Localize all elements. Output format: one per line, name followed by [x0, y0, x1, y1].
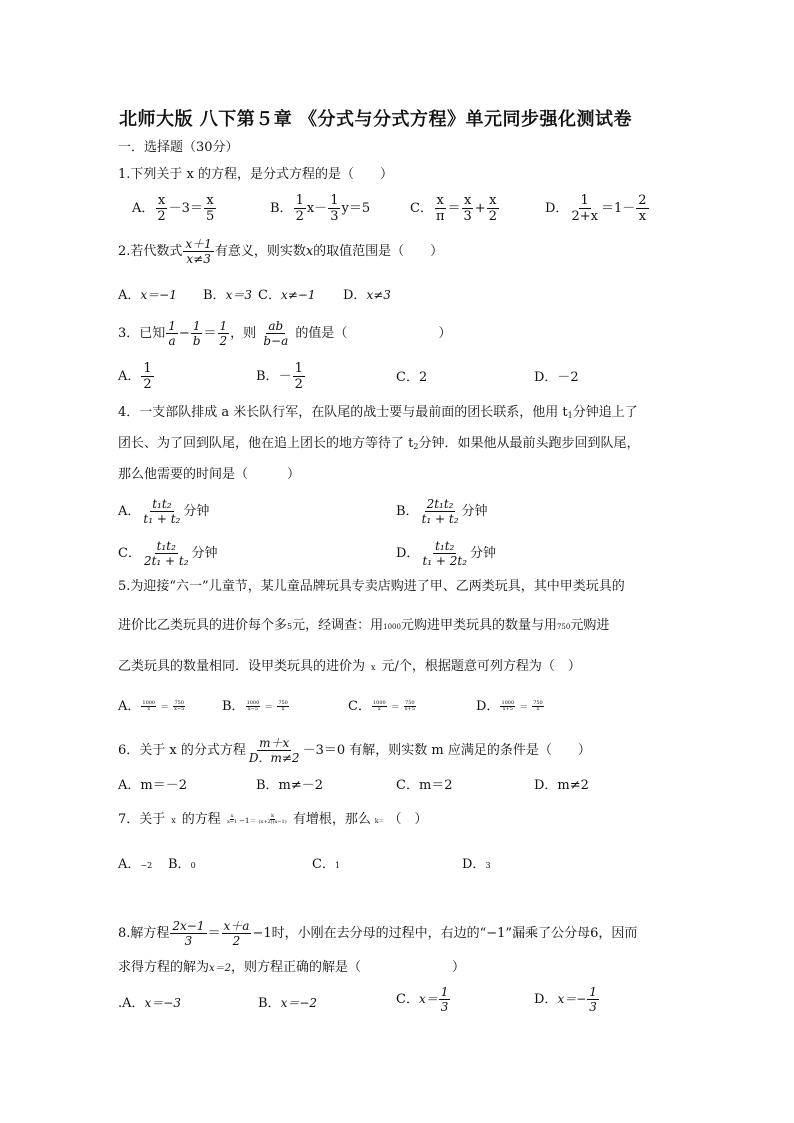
question-6-option-c[interactable]: C．m＝2	[396, 778, 453, 793]
stem-text: 求得方程的解为	[118, 960, 210, 975]
stem-text: 元，经调查：用	[292, 618, 384, 633]
denominator: D．m≠2	[248, 751, 300, 765]
numerator: 750	[533, 700, 543, 706]
denominator: x+5	[404, 706, 415, 712]
stem-text: ＝	[207, 926, 221, 941]
numerator: 2x−1	[172, 919, 205, 933]
option-label: B．	[270, 201, 293, 216]
denominator: x	[536, 706, 540, 712]
denominator: x≠3	[186, 252, 211, 266]
question-4-line-2	[118, 436, 639, 455]
stem-text: 分钟追上了	[572, 405, 638, 420]
question-7-option-a[interactable]	[118, 857, 152, 874]
denominator: 3	[184, 934, 193, 948]
option-label: A．	[118, 504, 141, 519]
numerator: x	[463, 193, 472, 208]
stem-text: 的方程	[181, 812, 221, 827]
numerator: 2t₁t₂	[426, 497, 454, 511]
numerator: 1	[589, 985, 597, 999]
denominator: x−1	[226, 819, 238, 825]
variable: x	[305, 244, 314, 259]
stem-text: −1时，小刚在去分母的过程中，右边的“−1”漏乘了公分母6，因而	[252, 926, 638, 941]
stem-text: 进价比乙类玩具的进价每个多	[118, 618, 288, 633]
option-text: −2	[140, 861, 153, 870]
stem-text: 元购进	[570, 618, 610, 633]
denominator: π	[435, 209, 445, 224]
option-text: －	[278, 369, 292, 384]
stem-text: 元购进甲类玩具的数量与用	[400, 618, 557, 633]
unit-text: 分钟	[461, 504, 488, 519]
question-8-option-b[interactable]	[258, 995, 317, 1012]
stem-text: 有增根，那么	[292, 812, 371, 827]
question-8-stem	[118, 920, 637, 947]
stem-text: 2.若代数式	[118, 244, 183, 259]
option-text: 0	[190, 861, 196, 870]
variable: k＝	[374, 818, 385, 825]
denominator: x	[147, 706, 151, 712]
denominator: 2	[232, 934, 241, 948]
question-7-stem	[118, 812, 427, 830]
denominator: b	[192, 334, 201, 348]
numerator: 750	[405, 700, 415, 706]
unit-text: 分钟	[470, 546, 497, 561]
denominator: 2+x	[571, 209, 598, 224]
option-label: C．	[312, 857, 335, 872]
question-1-option-d[interactable]	[545, 194, 650, 223]
option-text: x－	[306, 201, 328, 216]
numerator: 1	[168, 319, 176, 333]
question-7-option-d[interactable]	[462, 857, 491, 874]
stem-text: 4．一支部队排成 a 米长队行军，在队尾的战士要与最前面的团长联系，他用 t	[118, 405, 568, 420]
numerator: 1	[192, 319, 201, 333]
numerator: 2	[638, 193, 647, 208]
question-4-option-d[interactable]	[396, 540, 496, 567]
option-label: D．	[545, 201, 569, 216]
question-4-option-c[interactable]	[118, 540, 218, 567]
question-1-option-b[interactable]	[270, 194, 370, 223]
stem-text: （ ）	[388, 812, 428, 827]
stem-text: 团长、为了回到队尾，他在追上团长的地方等待了 t	[118, 436, 414, 451]
numerator: 750	[278, 700, 288, 706]
equals-sign: ＝	[264, 703, 274, 713]
stem-text: 7．关于	[118, 812, 166, 827]
question-8-line-2	[118, 960, 465, 977]
numerator: m＋x	[259, 736, 290, 750]
denominator: b−a	[263, 334, 289, 348]
question-5-option-b[interactable]	[222, 699, 290, 716]
numerator: t₁t₂	[156, 539, 176, 553]
denominator: x	[281, 706, 285, 712]
numerator: 1	[440, 985, 449, 999]
question-6-option-a[interactable]: A．m＝－2	[118, 778, 187, 793]
stem-text: 8.解方程	[118, 926, 170, 941]
option-text: +	[474, 201, 486, 216]
option-label: B．	[258, 996, 281, 1011]
denominator: 5	[205, 209, 215, 224]
question-4-option-b[interactable]	[396, 498, 488, 525]
stem-text: −	[178, 326, 190, 341]
stem-text: 的值是（ ）	[295, 326, 452, 341]
numerator: 1	[294, 361, 303, 376]
stem-text: 3．已知	[118, 326, 166, 341]
question-8-option-d[interactable]	[534, 986, 600, 1013]
question-6-stem	[118, 737, 591, 764]
denominator: x−5	[174, 706, 185, 712]
numerator: x	[489, 193, 497, 208]
denominator: 3	[589, 1000, 597, 1014]
question-1-stem: 1.下列关于 x 的方程，是分式方程的是（ ）	[118, 167, 393, 182]
variable: x	[371, 663, 376, 672]
option-label: D．	[396, 546, 420, 561]
option-label: D．	[534, 992, 558, 1007]
stem-text: －3＝0 有解，则实数 m 应满足的条件是（ ）	[302, 743, 591, 758]
numerator: 1000	[372, 700, 386, 706]
denominator: t₁ + 2t₂	[422, 554, 468, 568]
stem-text: 的取值范围是（ ）	[313, 244, 444, 259]
given-solution: x＝2	[209, 963, 232, 974]
stem-text: ，则	[230, 326, 257, 341]
option-text: 1	[334, 861, 341, 870]
denominator: x	[638, 209, 647, 224]
stem-text: 分钟．如果他从最前头跑步回到队尾，	[418, 436, 640, 451]
question-2-option-b[interactable]	[203, 287, 252, 304]
denominator: 2	[157, 209, 166, 224]
question-5-line-1: 5.为迎接“六一”儿童节，某儿童品牌玩具专卖店购进了甲、乙两类玩具，其中甲类玩具的	[118, 579, 625, 594]
option-text: x＝−	[557, 992, 587, 1006]
numerator: 1000	[501, 700, 515, 706]
question-5-line-2	[118, 618, 609, 635]
option-label: D．	[343, 288, 367, 303]
question-3-option-a[interactable]	[118, 362, 155, 391]
denominator: 3	[330, 209, 339, 224]
option-text: x≠−1	[280, 288, 316, 302]
page-title: 北师大版 八下第５章 《分式与分式方程》单元同步强化测试卷	[119, 109, 633, 130]
numerator: k	[271, 813, 275, 819]
unit-text: 分钟	[191, 546, 218, 561]
numerator: 1	[219, 319, 228, 333]
numerator: x	[436, 193, 444, 208]
option-label: D．	[462, 857, 486, 872]
question-6-option-b[interactable]: B．m≠－2	[256, 778, 324, 793]
question-3-option-b[interactable]	[256, 362, 306, 391]
option-text: x＝3	[225, 288, 252, 302]
denominator: 3	[440, 1000, 449, 1014]
stem-number: 750	[556, 623, 571, 631]
denominator: 2t₁ + t₂	[143, 554, 189, 568]
option-label: C．	[258, 288, 281, 303]
stem-number: 5	[287, 622, 293, 631]
question-6-option-d[interactable]: D．m≠2	[534, 778, 589, 793]
equals-sign: ＝	[160, 703, 170, 713]
option-label: B．	[203, 288, 226, 303]
option-label: B．	[222, 699, 245, 714]
question-7-option-b[interactable]	[168, 857, 196, 874]
question-1-option-a[interactable]	[132, 194, 217, 223]
stem-text: 乙类玩具的数量相同．设甲类玩具的进价为	[118, 659, 366, 674]
numerator: 1	[580, 193, 589, 208]
stem-text: ，则方程正确的解是（ ）	[231, 960, 466, 975]
numerator: 1	[295, 193, 304, 208]
numerator: x	[206, 193, 214, 208]
option-text: 3	[485, 861, 491, 870]
numerator: 1000	[246, 700, 260, 706]
option-label: C．	[410, 201, 433, 216]
option-label: B．	[168, 857, 191, 872]
question-3-option-d[interactable]: D．－2	[534, 370, 579, 385]
question-5-line-3	[118, 659, 581, 676]
question-5-option-c[interactable]	[348, 699, 417, 716]
option-text: x＝−3	[144, 996, 181, 1010]
numerator: t₁t₂	[435, 539, 455, 553]
numerator: x	[157, 193, 166, 208]
subscript: 1	[567, 411, 573, 420]
variable: x	[171, 816, 176, 825]
question-5-option-d[interactable]	[476, 699, 545, 716]
numerator: t₁t₂	[152, 497, 172, 511]
numerator: x＋a	[223, 919, 250, 933]
option-label: A．	[118, 699, 141, 714]
question-5-option-a[interactable]	[118, 699, 186, 716]
denominator: 2	[219, 334, 228, 348]
denominator: t₁ + t₂	[421, 512, 459, 526]
numerator: 1	[143, 361, 152, 376]
numerator: x＋1	[185, 237, 212, 251]
option-text: x＝−2	[280, 996, 318, 1010]
question-4-line-3: 那么他需要的时间是（ ）	[118, 467, 301, 482]
question-2-option-c[interactable]	[258, 287, 315, 304]
numerator: x	[230, 813, 234, 819]
question-2-option-d[interactable]	[343, 287, 391, 304]
option-label: A．	[132, 201, 155, 216]
denominator: x	[377, 706, 381, 712]
denominator: (x+2)(x−1)	[258, 819, 287, 825]
question-3-option-c[interactable]: C．2	[396, 370, 428, 385]
denominator: 2	[488, 209, 497, 224]
question-7-option-c[interactable]	[312, 857, 340, 874]
question-8-option-a[interactable]	[118, 995, 181, 1012]
question-4-option-a[interactable]	[118, 498, 209, 525]
numerator: 1000	[142, 700, 156, 706]
question-2-option-a[interactable]	[118, 287, 177, 304]
option-label: A．	[118, 369, 141, 384]
denominator: 2	[294, 377, 303, 392]
equals-sign: ＝	[390, 703, 400, 713]
numerator: 750	[174, 700, 185, 706]
question-8-option-c[interactable]	[396, 986, 451, 1013]
stem-text: ＝	[203, 326, 217, 341]
denominator: a	[168, 334, 176, 348]
denominator: 2	[295, 209, 304, 224]
denominator: t₁ + t₂	[143, 512, 181, 526]
option-label: C．	[118, 546, 141, 561]
section-heading: 一．选择题（30分）	[118, 140, 239, 155]
option-text: x＝−1	[140, 288, 177, 302]
option-text: ＝	[447, 201, 461, 216]
question-2-stem	[118, 238, 443, 265]
numerator: ab	[268, 319, 284, 333]
question-3-stem	[118, 320, 451, 347]
subscript: 2	[413, 442, 419, 451]
option-label: C．	[396, 992, 419, 1007]
denominator: x+5	[502, 706, 513, 712]
option-label: C．	[348, 699, 371, 714]
option-label: B．	[396, 504, 419, 519]
option-text: ＝1－	[600, 201, 636, 216]
option-label: A．	[118, 288, 141, 303]
option-text: y＝5	[341, 201, 371, 216]
option-label: D．	[476, 699, 500, 714]
option-label: .A．	[118, 996, 145, 1011]
question-4-line-1	[118, 405, 638, 424]
option-label: B．	[256, 369, 279, 384]
stem-text: −1＝	[239, 817, 257, 825]
option-text: x≠3	[366, 288, 391, 302]
option-text: －3＝	[168, 201, 203, 216]
denominator: 2	[143, 377, 152, 392]
stem-number: 1000	[383, 623, 401, 631]
numerator: 1	[330, 193, 339, 208]
equals-sign: ＝	[519, 703, 529, 713]
option-text: x＝	[418, 992, 438, 1006]
denominator: 3	[463, 209, 472, 224]
stem-text: 有意义，则实数	[214, 244, 306, 259]
unit-text: 分钟	[183, 504, 210, 519]
question-1-option-c[interactable]	[410, 194, 500, 223]
denominator: x−5	[247, 706, 259, 712]
stem-text: 元/个，根据题意可列方程为（ ）	[381, 659, 581, 674]
option-label: A．	[118, 857, 141, 872]
stem-text: 6．关于 x 的分式方程	[118, 743, 246, 758]
